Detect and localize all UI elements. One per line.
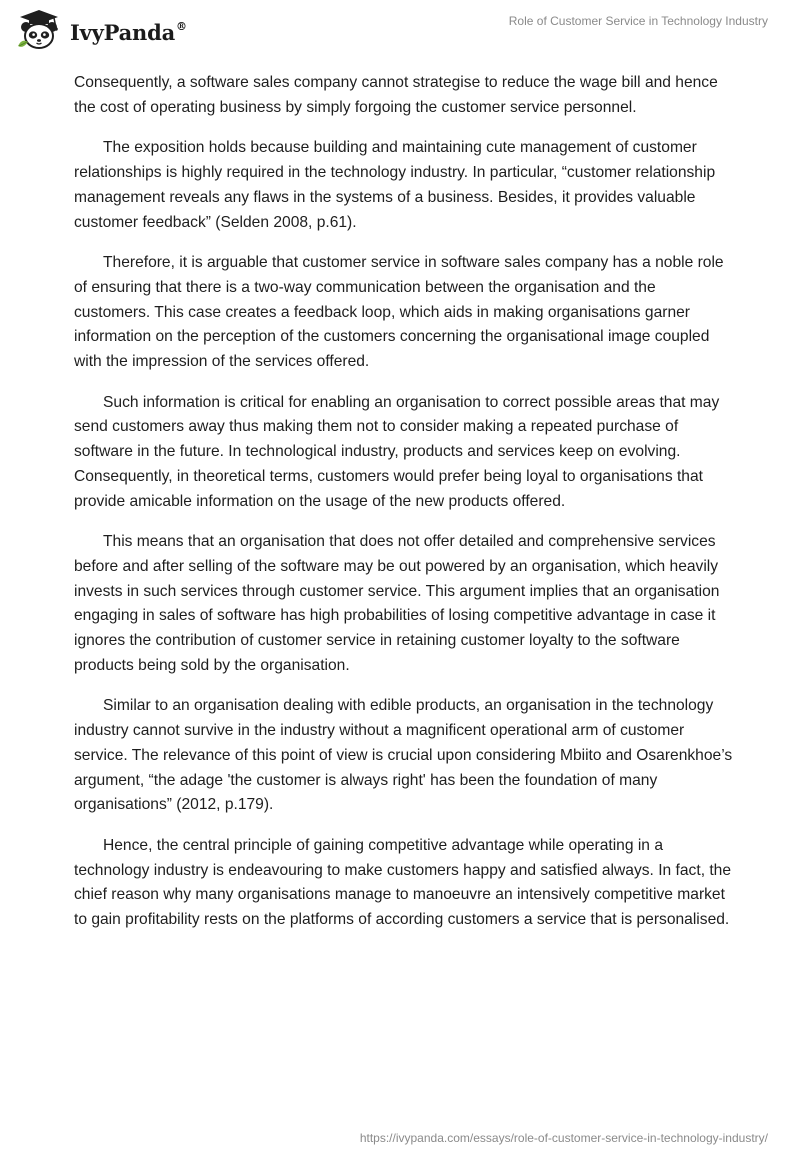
registered-mark: ® [176,19,187,33]
brand-text: IvyPanda [70,19,176,45]
ivypanda-logo[interactable] [14,8,187,54]
document-title: Role of Customer Service in Technology Industry [508,14,768,28]
paragraph: Similar to an organisation dealing with edible products, an organisation in the technology industry cannot survive in the industry without a magnificent operational arm of customer service. The relevance of this point of view is crucial upon considering Mbiito and Osarenkhoe’s argument, “the adage 'the customer is always right' has been the foundation of many organisations” (2012, p.179). [74,697,733,814]
paragraph: Hence, the central principle of gaining competitive advantage while operating in a technology industry is endeavouring to make customers happy and satisfied always. In fact, the chief reason why many organisations manage to manoeuvre an intensively competitive market to gain profitability rests on the platforms of according customers a service that is personalised. [74,836,732,929]
panda-graduate-icon [14,8,64,54]
essay-body [74,71,734,949]
page-header [0,0,800,62]
paragraph: The exposition holds because building and maintaining cute management of customer relationships is highly required in the technology industry. In particular, “customer relationship management reveals any flaws in the systems of a business. Besides, it provides valuable customer feedback” (Selden 2008, p.61). [74,139,716,231]
paragraph: Such information is critical for enabling an organisation to correct possible areas that may send customers away thus making them not to consider making a repeated purchase of software in the future. In technological industry, products and services keep on evolving. Consequently, in theoretical terms, customers would prefer being loyal to organisations that provide amicable information on the usage of the new products offered. [74,393,720,510]
source-url[interactable]: https://ivypanda.com/essays/role-of-customer-service-in-technology-industry/ [359,1131,768,1145]
paragraph: This means that an organisation that does not offer detailed and comprehensive services before and after selling of the software may be out powered by an organisation, which heavily invests in such services through customer service. This argument implies that an organisation engaging in sales of software has high probabilities of losing competitive advantage in case it ignores the contribution of customer service in retaining customer loyalty to the software products being sold by the organisation. [74,533,720,674]
brand-name [70,20,187,45]
paragraph: Therefore, it is arguable that customer service in software sales company has a noble role of ensuring that there is a two-way communication between the organisation and the customers. This case creates a feedback loop, which aids in making organisations garner information on the perception of the customers concerning the organisational image coupled with the impression of the services offered. [74,254,724,371]
paragraph: Consequently, a software sales company cannot strategise to reduce the wage bill and hence the cost of operating business by simply forgoing the customer service personnel. [74,74,718,116]
